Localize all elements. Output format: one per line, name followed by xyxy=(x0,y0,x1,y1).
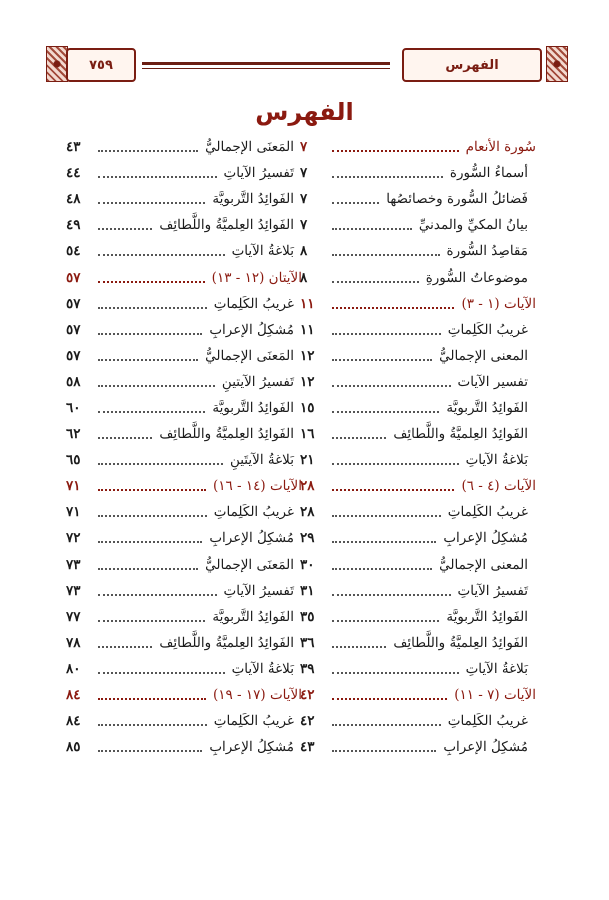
toc-entry-page: ٣٩ xyxy=(300,660,315,677)
toc-leader-dots xyxy=(98,359,198,361)
toc-entry[interactable] xyxy=(66,525,302,551)
toc-entry-label: الآيات (١ - ٣) xyxy=(461,295,536,312)
toc-entry-label: الآيات (١٤ - ١٦) xyxy=(212,478,302,495)
toc-leader-dots xyxy=(332,359,432,361)
toc-entry[interactable] xyxy=(66,499,302,525)
toc-entry-page: ١١ xyxy=(300,295,315,312)
toc-entry[interactable] xyxy=(300,160,536,186)
toc-leader-dots xyxy=(98,385,215,387)
toc-entry-page: ٥٧ xyxy=(66,321,81,338)
toc-entry-page: ٥٨ xyxy=(66,373,81,390)
toc-entry-label: الفَوائِدُ العِلميَّةُ واللَّطائِف xyxy=(159,217,294,234)
header-rule xyxy=(142,62,390,65)
toc-entry-page: ٧ xyxy=(300,191,308,208)
toc-entry-page: ٧ xyxy=(300,217,308,234)
toc-entry[interactable] xyxy=(300,212,536,238)
toc-entry[interactable] xyxy=(66,343,302,369)
toc-entry-label: المَعنَى الإجماليُّ xyxy=(205,556,294,573)
toc-entry-label: مُشكِلُ الإعرابِ xyxy=(209,321,294,338)
toc-entry-page: ١٢ xyxy=(300,373,315,390)
toc-leader-dots xyxy=(332,281,419,283)
toc-entry[interactable] xyxy=(300,499,536,525)
toc-entry-label: تفسير الآيات xyxy=(457,373,528,390)
toc-entry-page: ٤٢ xyxy=(300,687,315,704)
toc-section-entry[interactable] xyxy=(300,682,536,708)
toc-entry-label: الفَوائِدُ العِلميَّةُ واللَّطائِف xyxy=(159,426,294,443)
toc-entry-label: مُشكِلُ الإعرابِ xyxy=(443,530,528,547)
toc-entry-page: ٢٩ xyxy=(300,530,315,547)
toc-entry[interactable] xyxy=(66,447,302,473)
toc-leader-dots xyxy=(332,724,441,726)
ornament-left-icon xyxy=(46,46,68,82)
toc-entry-label: الفَوائِدُ التَّربويَّة xyxy=(212,399,294,416)
toc-leader-dots xyxy=(98,202,205,204)
toc-entry-page: ٧١ xyxy=(66,478,81,495)
page-number-box xyxy=(66,48,136,82)
toc-entry-page: ٧٣ xyxy=(66,582,81,599)
toc-entry-label: غريبُ الكَلِماتِ xyxy=(213,295,294,312)
toc-entry-page: ١٦ xyxy=(300,426,315,443)
toc-entry[interactable] xyxy=(66,656,302,682)
toc-entry[interactable] xyxy=(300,317,536,343)
toc-entry[interactable] xyxy=(300,369,536,395)
toc-entry-page: ٨ xyxy=(300,269,308,286)
toc-entry-page: ٧ xyxy=(300,165,308,182)
toc-leader-dots xyxy=(98,750,202,752)
toc-leader-dots xyxy=(332,541,436,543)
toc-leader-dots xyxy=(98,568,198,570)
toc-entry[interactable] xyxy=(300,264,536,290)
toc-leader-dots xyxy=(98,333,202,335)
toc-leader-dots xyxy=(98,411,205,413)
toc-entry-label: الفَوائِدُ التَّربويَّة xyxy=(446,608,528,625)
running-title: الفهرس xyxy=(445,57,499,73)
toc-entry[interactable] xyxy=(66,395,302,421)
toc-entry-page: ٥٧ xyxy=(66,347,81,364)
toc-entry-label: غريبُ الكَلِماتِ xyxy=(213,504,294,521)
toc-entry-page: ٥٧ xyxy=(66,295,81,312)
toc-leader-dots xyxy=(98,541,202,543)
toc-entry-page: ١٢ xyxy=(300,347,315,364)
toc-entry[interactable] xyxy=(300,525,536,551)
toc-entry-page: ٤٤ xyxy=(66,165,81,182)
toc-entry-page: ٤٣ xyxy=(66,139,81,156)
page-header xyxy=(52,42,562,86)
toc-entry-label: المعنى الإجماليُّ xyxy=(439,556,528,573)
toc-leader-dots xyxy=(98,228,152,230)
toc-entry[interactable] xyxy=(66,708,302,734)
ornament-right-icon xyxy=(546,46,568,82)
toc-entry[interactable] xyxy=(66,186,302,212)
toc-leader-dots xyxy=(98,463,223,465)
toc-entry[interactable] xyxy=(300,656,536,682)
toc-entry[interactable] xyxy=(66,630,302,656)
page-title: الفهرس xyxy=(255,98,354,126)
toc-leader-dots xyxy=(98,594,217,596)
toc-entry-page: ٦٠ xyxy=(66,399,81,416)
toc-entry-label: بَلاغةُ الآياتِ xyxy=(231,243,294,260)
toc-entry[interactable] xyxy=(300,421,536,447)
toc-leader-dots xyxy=(332,228,412,230)
toc-entry-label: فَضائلُ السُّورة وخصائصُها xyxy=(386,191,528,208)
toc-leader-dots xyxy=(332,515,441,517)
toc-leader-dots xyxy=(98,515,207,517)
toc-entry[interactable] xyxy=(66,317,302,343)
toc-leader-dots xyxy=(98,176,217,178)
toc-entry-page: ٣١ xyxy=(300,582,315,599)
toc-entry-label: غريبُ الكَلِماتِ xyxy=(447,321,528,338)
toc-entry-label: المَعنَى الإجماليُّ xyxy=(205,347,294,364)
toc-section-entry[interactable] xyxy=(66,682,302,708)
toc-entry-page: ١١ xyxy=(300,321,315,338)
toc-leader-dots xyxy=(332,568,432,570)
toc-entry-page: ٧١ xyxy=(66,504,81,521)
page-number: ٧٥٩ xyxy=(89,57,113,73)
toc-entry[interactable] xyxy=(300,708,536,734)
toc-entry-page: ٨٤ xyxy=(66,713,81,730)
toc-entry[interactable] xyxy=(300,343,536,369)
toc-entry[interactable] xyxy=(300,238,536,264)
toc-entry-label: مُشكِلُ الإعرابِ xyxy=(209,530,294,547)
toc-entry-label: بَلاغةُ الآياتِ xyxy=(465,452,528,469)
toc-entry-label: بَلاغةُ الآياتِ xyxy=(231,660,294,677)
toc-leader-dots xyxy=(98,489,206,491)
toc-entry-page: ٥٧ xyxy=(66,269,81,286)
toc-entry-label: مُشكِلُ الإعرابِ xyxy=(443,739,528,756)
toc-entry-label: الفَوائِدُ التَّربويَّة xyxy=(446,399,528,416)
toc-section-entry[interactable] xyxy=(66,473,302,499)
toc-leader-dots xyxy=(332,646,386,648)
toc-leader-dots xyxy=(98,281,205,283)
toc-entry[interactable] xyxy=(66,134,302,160)
toc-leader-dots xyxy=(332,202,379,204)
toc-entry-label: أسماءُ السُّورة xyxy=(449,165,528,182)
toc-leader-dots xyxy=(98,646,152,648)
toc-entry-page: ٨٤ xyxy=(66,687,81,704)
toc-section-entry[interactable] xyxy=(300,291,536,317)
toc-entry-label: الآيات (٤ - ٦) xyxy=(461,478,536,495)
toc-entry-label: المَعنَى الإجماليُّ xyxy=(205,139,294,156)
toc-leader-dots xyxy=(332,672,459,674)
toc-entry-page: ٦٥ xyxy=(66,452,81,469)
toc-entry-label: مَقاصِدُ السُّورة xyxy=(446,243,528,260)
toc-leader-dots xyxy=(98,698,206,700)
toc-entry[interactable] xyxy=(300,578,536,604)
toc-entry-label: تَفسيرُ الآياتِ xyxy=(457,582,528,599)
toc-entry[interactable] xyxy=(66,578,302,604)
running-title-box xyxy=(402,48,542,82)
toc-leader-dots xyxy=(98,307,207,309)
toc-entry-page: ٢٨ xyxy=(300,478,315,495)
toc-entry-page: ٥٤ xyxy=(66,243,81,260)
toc-entry-page: ٤٣ xyxy=(300,739,315,756)
toc-entry-label: تَفسيرُ الآياتِ xyxy=(223,165,294,182)
toc-leader-dots xyxy=(332,698,447,700)
toc-entry[interactable] xyxy=(66,734,302,760)
toc-entry[interactable] xyxy=(66,552,302,578)
toc-entry-label: بَلاغةُ الآياتِ xyxy=(465,660,528,677)
toc-leader-dots xyxy=(332,411,439,413)
toc-section-entry[interactable] xyxy=(300,134,536,160)
toc-entry-label: الآيات (٧ - ١١) xyxy=(454,687,536,704)
toc-entry-page: ٢٨ xyxy=(300,504,315,521)
toc-entry-page: ٣٠ xyxy=(300,556,315,573)
toc-entry[interactable] xyxy=(66,421,302,447)
toc-entry-page: ٨٠ xyxy=(66,660,81,677)
toc-entry-page: ١٥ xyxy=(300,399,315,416)
toc-entry-page: ٧٣ xyxy=(66,556,81,573)
toc-entry-page: ٧٨ xyxy=(66,634,81,651)
toc-entry-label: موضوعاتُ السُّورةِ xyxy=(425,269,528,286)
toc-section-entry[interactable] xyxy=(66,264,302,290)
toc-entry-label: الآيات (١٧ - ١٩) xyxy=(212,687,302,704)
toc-entry[interactable] xyxy=(300,186,536,212)
toc-leader-dots xyxy=(98,437,152,439)
toc-entry-label: غريبُ الكَلِماتِ xyxy=(447,504,528,521)
toc-entry[interactable] xyxy=(300,734,536,760)
toc-leader-dots xyxy=(332,307,454,309)
toc-leader-dots xyxy=(332,750,436,752)
toc-entry-label: غريبُ الكَلِماتِ xyxy=(447,713,528,730)
toc-entry-label: بَلاغةُ الآيتَينِ xyxy=(229,452,294,469)
toc-leader-dots xyxy=(332,437,386,439)
toc-entry-label: الفَوائِدُ العِلميَّةُ واللَّطائِف xyxy=(159,634,294,651)
toc-column-right xyxy=(300,134,536,760)
toc-entry[interactable] xyxy=(66,291,302,317)
toc-entry-label: الفَوائِدُ التَّربويَّة xyxy=(212,608,294,625)
toc-entry-label: تَفسيرُ الآياتِ xyxy=(223,582,294,599)
toc-entry-label: المعنى الإجماليُّ xyxy=(439,347,528,364)
toc-entry-label: الفَوائِدُ العِلميَّةُ واللَّطائِف xyxy=(393,426,528,443)
toc-entry-label: بيانُ المكيِّ والمدنيِّ xyxy=(418,217,528,234)
toc-entry-label: مُشكِلُ الإعرابِ xyxy=(209,739,294,756)
toc-leader-dots xyxy=(332,176,443,178)
toc-leader-dots xyxy=(332,333,441,335)
toc-entry[interactable] xyxy=(66,604,302,630)
toc-entry-page: ٤٢ xyxy=(300,713,315,730)
toc-leader-dots xyxy=(332,489,454,491)
toc-leader-dots xyxy=(98,620,205,622)
toc-leader-dots xyxy=(332,254,440,256)
toc-leader-dots xyxy=(98,150,198,152)
toc-entry[interactable] xyxy=(300,447,536,473)
toc-entry-page: ٤٩ xyxy=(66,217,81,234)
toc-column-left xyxy=(66,134,302,760)
toc-entry-page: ٣٦ xyxy=(300,634,315,651)
toc-entry-page: ٣٥ xyxy=(300,608,315,625)
toc-leader-dots xyxy=(332,620,439,622)
toc-entry-page: ٦٢ xyxy=(66,426,81,443)
toc-entry[interactable] xyxy=(300,604,536,630)
toc-entry-page: ٧٧ xyxy=(66,608,81,625)
toc-entry-label: الفَوائِدُ العِلميَّةُ واللَّطائِف xyxy=(393,634,528,651)
toc-entry-page: ٨٥ xyxy=(66,739,81,756)
toc-entry[interactable] xyxy=(66,238,302,264)
toc-entry-label: الفَوائِدُ التَّربويَّة xyxy=(212,191,294,208)
toc-entry-page: ٨ xyxy=(300,243,308,260)
toc-leader-dots xyxy=(98,254,225,256)
toc-entry[interactable] xyxy=(66,212,302,238)
toc-entry-page: ٧ xyxy=(300,139,308,156)
toc-entry-label: غريبُ الكَلِماتِ xyxy=(213,713,294,730)
toc-entry[interactable] xyxy=(300,395,536,421)
toc-entry-label: الآيتان (١٢ - ١٣) xyxy=(211,269,302,286)
toc-leader-dots xyxy=(98,724,207,726)
toc-entry-label: سُورة الأنعام xyxy=(465,139,536,156)
toc-section-entry[interactable] xyxy=(300,473,536,499)
toc-leader-dots xyxy=(332,150,459,152)
toc-leader-dots xyxy=(332,594,451,596)
toc-entry[interactable] xyxy=(66,160,302,186)
toc-entry-page: ٧٢ xyxy=(66,530,81,547)
toc-entry[interactable] xyxy=(300,552,536,578)
toc-leader-dots xyxy=(98,672,225,674)
toc-entry[interactable] xyxy=(300,630,536,656)
toc-entry-label: تَفسيرُ الآيتينِ xyxy=(221,373,294,390)
toc-leader-dots xyxy=(332,385,451,387)
toc-entry[interactable] xyxy=(66,369,302,395)
header-rule-thin xyxy=(142,68,390,69)
toc-entry-page: ٤٨ xyxy=(66,191,81,208)
toc-entry-page: ٢١ xyxy=(300,452,315,469)
toc-leader-dots xyxy=(332,463,459,465)
